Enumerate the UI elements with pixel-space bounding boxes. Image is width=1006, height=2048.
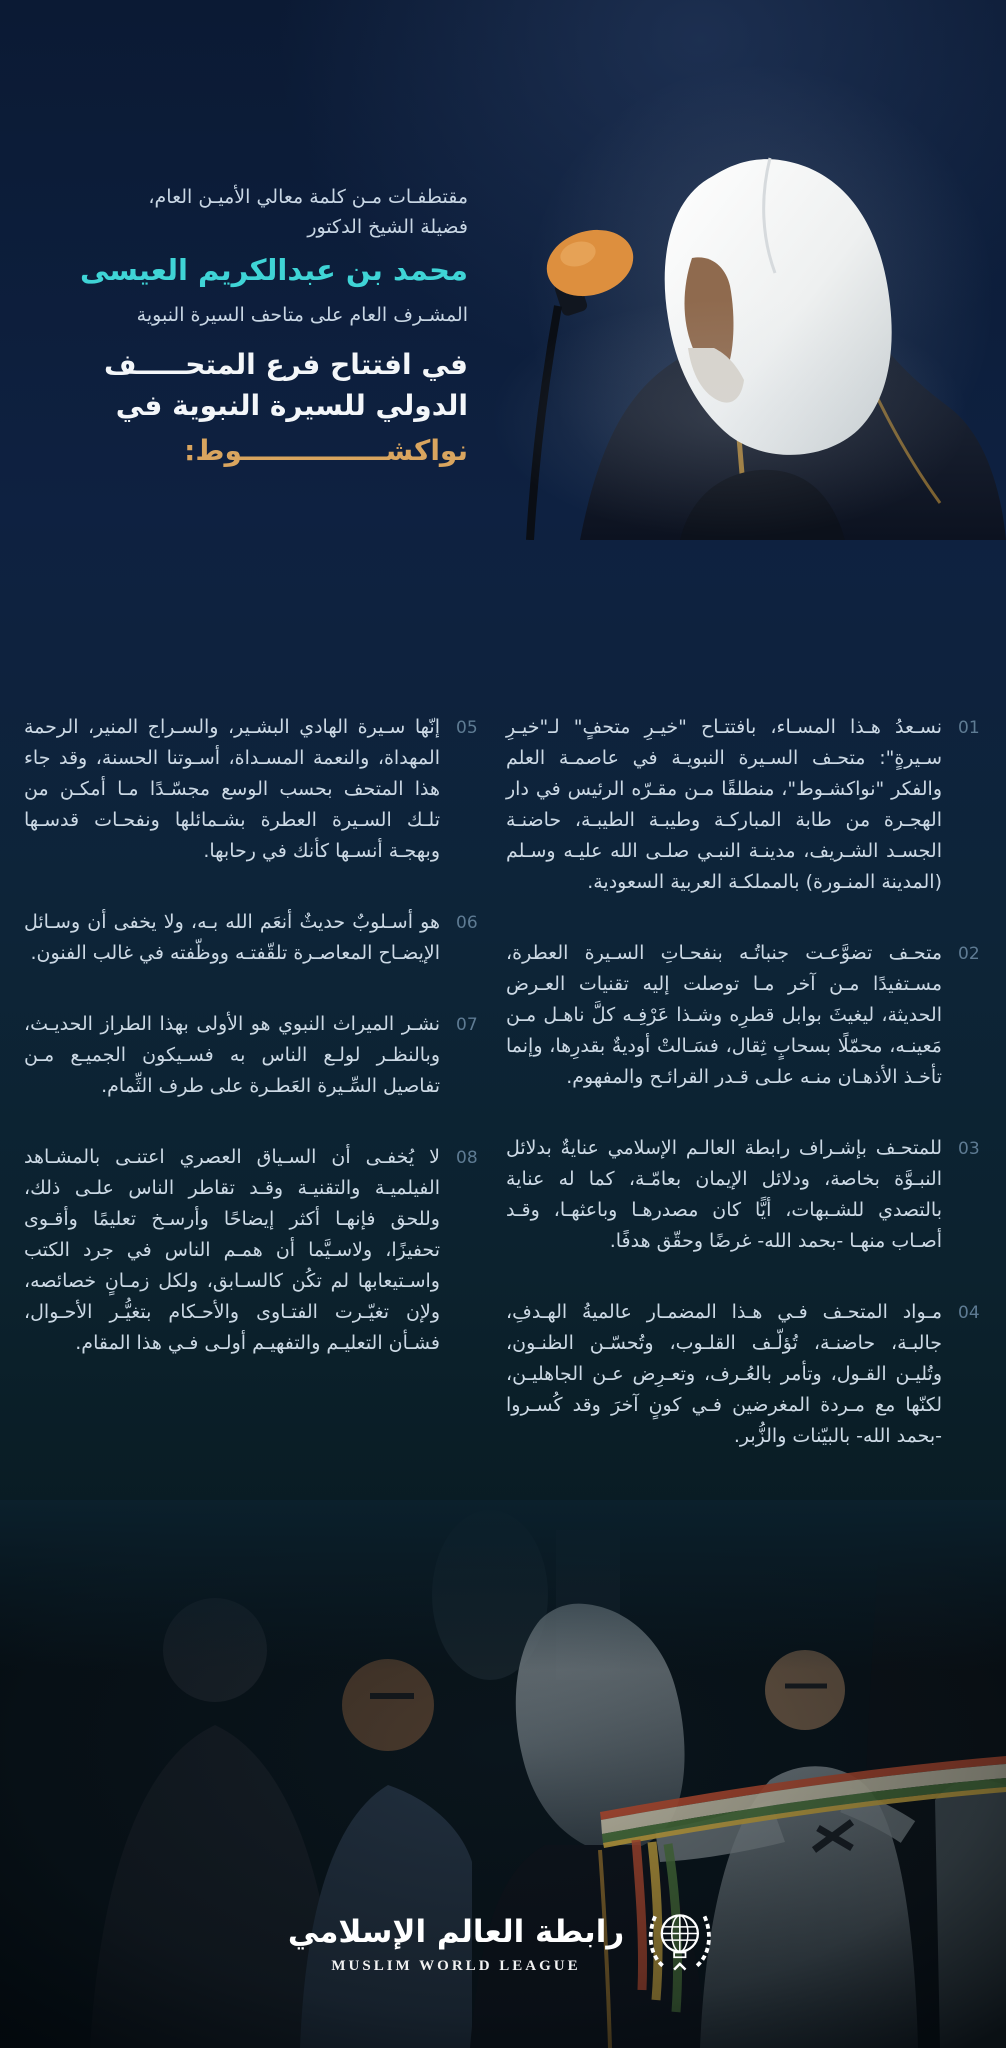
logo-arabic-text: رابطة العالم الإسلامي: [287, 1913, 625, 1950]
intro-line-2: فضيلة الشيخ الدكتور: [307, 216, 468, 238]
quote-item-05: [24, 712, 486, 867]
quote-text: متحـف تضوَّعـت جنباتُـه بنفحـاتِ السـيرة العطرة، مسـتفيدًا مـن آخر مـا توصلت إليه تقنيات العـرض الحديثة، ليغيثَ بوابل قطرِه وشـذا عَرْفِـه كلَّ ناهـل مـن مَعينـه، محمّلًا بسحابٍ ثِقال، فسَـالتْ أوديةٌ بقدرِها، وإنما تأخـذ الأذهـان منـه علـى قـدر القرائـح والمفهوم.: [506, 942, 942, 1088]
quote-text: هو أسـلوبٌ حديثٌ أنعَم الله بـه، ولا يخفى أن وسـائل الإيضـاح المعاصـرة تلقّفتـه ووظّفته في غالب الفنون.: [24, 911, 440, 964]
quote-item-02: [506, 938, 988, 1093]
quote-text: مـواد المتحـف فـي هـذا المضمـار عالميةُ الهـدفِ، جالبـة، حاضنـة، تُؤلّـف القلـوب، وتُحسّـن الظنـون، وتُليـن القـول، وتأمر بالعُـرف، وتعـرِض عـن الجاهليـن، لكنّها مع مـردة المغرضين فـي كونٍ آخرَ وقد كُسـروا -بحمد الله- بالبيّنات والزُّبر.: [506, 1301, 942, 1447]
quote-text: نسـعدُ هـذا المسـاء، بافتتـاح "خيـرِ متحفٍ" لـ"خيـرِ سـيرةٍ": متحـف السـيرة النبويـة في عاصمـة العلم والفكر "نواكشـوط"، منطلقًا مـن مقـرّه الرئيس في دار الهجـرة من طابة المباركـة وطيبـة الطيبـة، حاضنـة الجسـد الشـريف، مدينـة النبـي صلـى الله عليـه وسـلم (المدينة المنـورة) بالمملكـة العربية السعودية.: [506, 716, 942, 893]
event-title-city: نواكشـــــــــــــــوط:: [184, 434, 468, 467]
quote-number: 03: [958, 1139, 980, 1159]
quote-item-07: [24, 1009, 486, 1102]
event-title-line-2: الدولي للسيرة النبوية في: [115, 389, 468, 422]
speaker-photo-illustration: [430, 58, 1006, 540]
quote-item-03: [506, 1133, 988, 1257]
quote-text: لا يُخفـى أن السـياق العصري اعتنـى بالمشـاهد الفيلميـة والتقنيـة وقـد تقاطر الناس علـى ذلك، وللحق فإنهـا أكثر إيضاحًا وأرسـخ تعليمًا وأقـوى تحفيزًا، ولاسـيَّما أن همـم الناس في جرد الكتب واسـتيعابها لم تكُن كالسـابق، ولكل زمـانٍ خصائصه، ولإن تغيّـرت الفتـاوى والأحـكام بتغيُّـر الأحـوال، فشـأن التعليـم والتفهيـم أولـى فـي هذا المقام.: [24, 1146, 440, 1354]
mwl-emblem-icon: [642, 1902, 718, 1984]
intro-line-1: مقتطفـات مـن كلمة معالي الأميـن العام،: [148, 186, 468, 208]
quote-item-01: [506, 712, 988, 898]
speaker-role: المشـرف العام على متاحف السيرة النبوية: [136, 304, 468, 326]
speaker-photo: [430, 58, 1006, 540]
quote-number: 07: [456, 1015, 478, 1035]
speaker-name: محمد بن عبدالكريم العيسى: [80, 253, 468, 287]
logo-english-text: MUSLIM WORLD LEAGUE: [331, 1957, 581, 1974]
quote-number: 04: [958, 1303, 980, 1323]
quote-number: 02: [958, 944, 980, 964]
mwl-logo: [288, 1902, 718, 1984]
quotes-column-left: [24, 712, 486, 1399]
quote-number: 06: [456, 913, 478, 933]
quote-item-06: [24, 907, 486, 969]
event-title: [28, 344, 468, 472]
smoke-haze: [490, 298, 970, 538]
quote-item-04: [506, 1297, 988, 1452]
top-fade: [0, 1500, 1006, 1670]
event-title-line-1: في افتتاح فرع المتحـــــف: [104, 348, 468, 381]
mwl-logo-text: [288, 1912, 624, 1975]
header: [28, 182, 468, 472]
quotes-column-right: [506, 712, 988, 1492]
quote-text: إنّها سـيرة الهادي البشـير، والسـراج المنير، الرحمة المهداة، والنعمة المسـداة، أسـوتنا الحسنة، وقد جاء هذا المتحف بحسب الوسع مجسّـدًا مـا أمكـن من تلـك السـيرة العطرة بشـمائلها ونفحـات قدسـها وبهجـة أنسـها كأنك في رحابها.: [24, 716, 440, 862]
quote-text: نشـر الميراث النبوي هو الأولى بهذا الطراز الحديـث، وبالنظـر لولـع الناس به فسـيكون الجميـع مـن تفاصيل السِّـيرة العَطـرة على طرف الثِّمام.: [24, 1013, 440, 1097]
quote-item-08: [24, 1142, 486, 1359]
quote-text: للمتحـف بإشـراف رابطة العالـم الإسلامي عنايةٌ بدلائل النبـوَّة بخاصة، ودلائل الإيمان بعامّـة، كما له عناية بالتصدي للشـبهات، أيًّا كان مصدرهـا وباعثهـا، وقـد أصـاب منهـا -بحمد الله- غرضًا وحقّق هدفًا.: [506, 1137, 942, 1252]
quote-number: 01: [958, 718, 980, 738]
quote-number: 05: [456, 718, 478, 738]
quote-number: 08: [456, 1148, 478, 1168]
